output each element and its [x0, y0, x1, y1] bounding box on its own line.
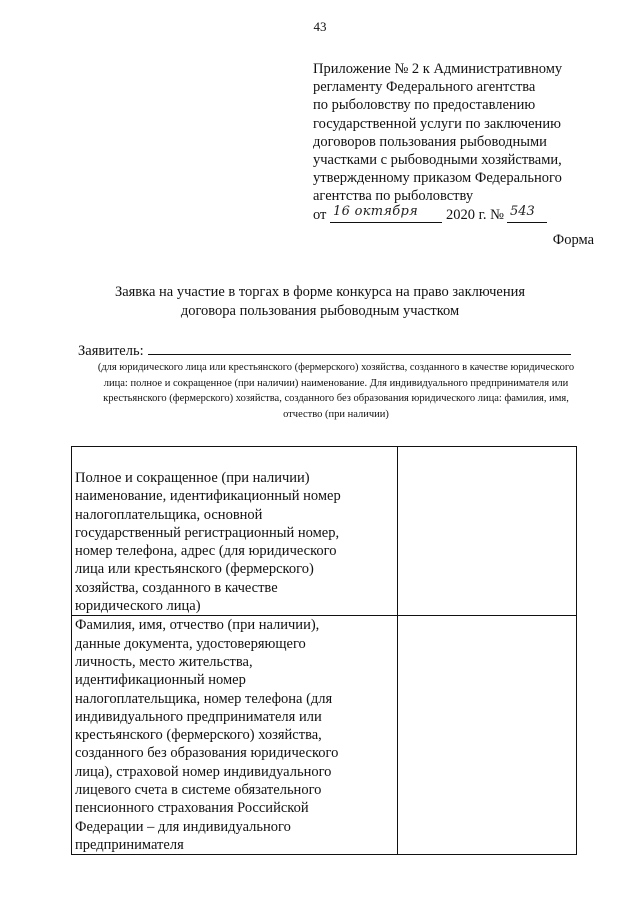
order-date-handwritten: 16 октября — [333, 203, 419, 219]
appendix-line: по рыболовству по предоставлению — [313, 97, 536, 114]
row-label-line: индивидуального предпринимателя или — [75, 708, 322, 725]
row-label-line: предпринимателя — [75, 836, 184, 853]
form-label: Форма — [552, 232, 594, 248]
row-label-line: хозяйства, созданного в качестве — [75, 579, 278, 596]
appendix-line: Приложение № 2 к Административному — [313, 61, 563, 77]
row-value-cell[interactable] — [398, 447, 577, 616]
row-label-line: налогоплательщика, основной — [75, 506, 263, 523]
document-title — [0, 283, 640, 321]
row-label-line: данные документа, удостоверяющего — [75, 635, 306, 652]
row-label-line: государственный регистрационный номер, — [75, 524, 340, 541]
row-label-line: Федерации – для индивидуального — [75, 818, 291, 835]
note-line: лица: полное и сокращенное (при наличии) наименование. Для индивидуального предпринимателя или — [103, 377, 569, 389]
row-label-line: лица или крестьянского (фермерского) — [75, 561, 314, 578]
appendix-line: агентства по рыболовству — [313, 188, 474, 205]
note-line: (для юридического лица или крестьянского (фермерского) хозяйства, созданного в качестве юридического — [97, 362, 575, 373]
order-number-handwritten: 543 — [510, 203, 535, 219]
note-line: отчество (при наличии) — [283, 408, 389, 420]
appendix-line: договоров пользования рыбоводными — [313, 133, 547, 150]
row-label-line: пенсионного страхования Российской — [75, 800, 309, 817]
order-prefix: от — [313, 206, 327, 223]
applicant-label: Заявитель: — [78, 343, 144, 359]
page-number: 43 — [313, 19, 327, 34]
title-line: договора пользования рыбоводным участком — [180, 303, 460, 319]
row-label-line: наименование, идентификационный номер — [75, 488, 341, 505]
applicant-input-line[interactable] — [148, 340, 571, 355]
row-label-line: номер телефона, адрес (для юридического — [75, 543, 337, 560]
row-label-line: личность, место жительства, — [75, 653, 253, 670]
row-value-cell[interactable] — [398, 616, 577, 855]
applicant-note — [88, 360, 584, 422]
table-row — [72, 447, 577, 616]
appendix-header — [313, 60, 613, 226]
application-table — [71, 446, 577, 855]
row-label-line: Фамилия, имя, отчество (при наличии), — [75, 617, 320, 634]
row-label-line: созданного без образования юридического — [75, 745, 339, 762]
row-label-line: Полное и сокращенное (при наличии) — [75, 470, 310, 486]
row-label-line: налогоплательщика, номер телефона (для — [75, 690, 333, 707]
title-line: Заявка на участие в торгах в форме конкурса на право заключения — [114, 284, 526, 300]
appendix-line: утвержденному приказом Федерального — [313, 170, 562, 187]
order-reference — [313, 203, 613, 226]
table-row — [72, 616, 577, 855]
order-year: 2020 г. № — [446, 206, 505, 223]
row-label-line: крестьянского (фермерского) хозяйства, — [75, 727, 322, 744]
note-line: крестьянского (фермерского) хозяйства, созданного без образования юридического лица: фамилия, имя, — [103, 393, 569, 405]
appendix-line: участками с рыбоводными хозяйствами, — [313, 152, 562, 169]
row-label-line: лицевого счета в системе обязательного — [75, 782, 322, 799]
appendix-line: регламенту Федерального агентства — [313, 79, 536, 96]
row-label-line: юридического лица) — [75, 598, 201, 615]
row-label-cell — [72, 447, 398, 616]
appendix-line: государственной услуги по заключению — [313, 115, 561, 132]
row-label-line: идентификационный номер — [75, 672, 246, 689]
row-label-line: лица), страховой номер индивидуального — [75, 763, 332, 780]
row-label-cell — [72, 616, 398, 855]
applicant-field — [78, 340, 578, 360]
